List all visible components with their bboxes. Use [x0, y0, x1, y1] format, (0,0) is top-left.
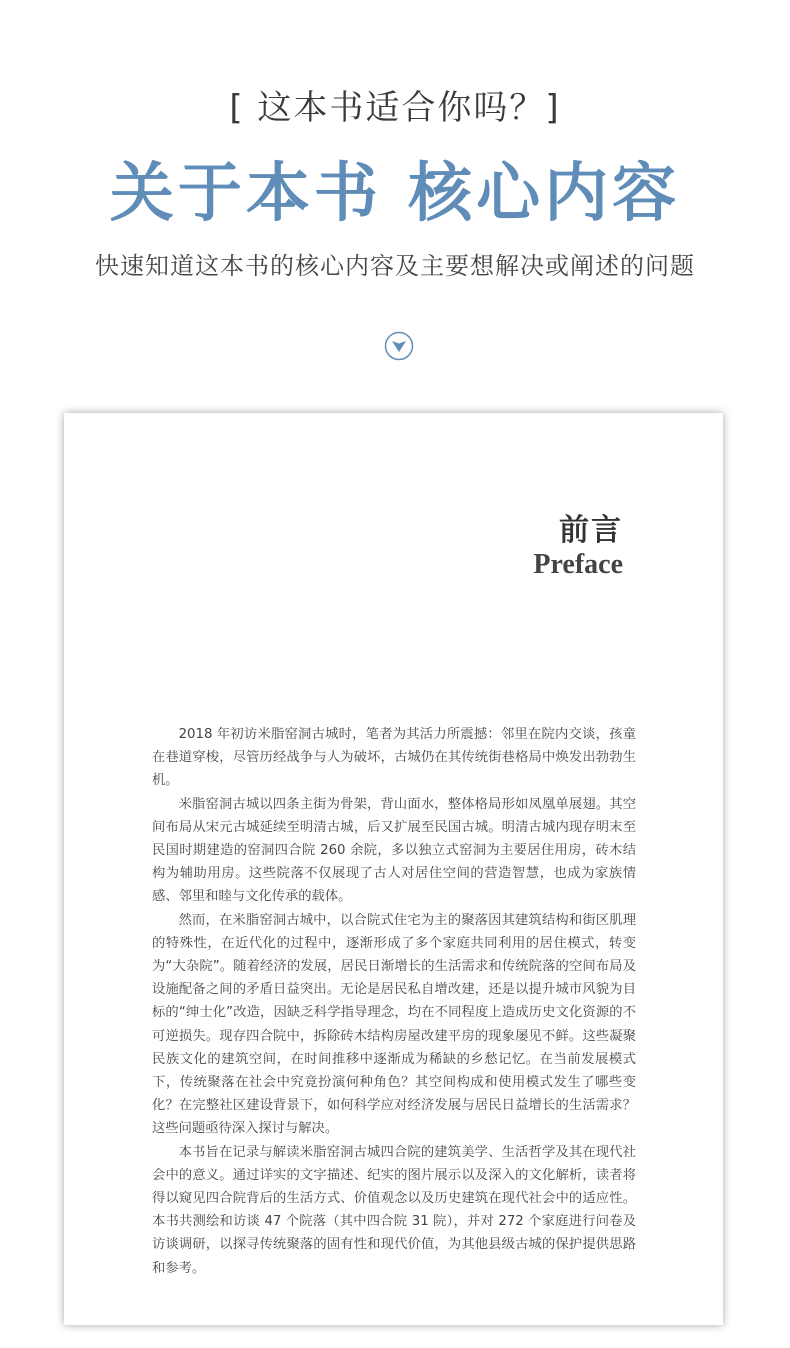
preface-paragraph: 本书旨在记录与解读米脂窑洞古城四合院的建筑美学、生活哲学及其在现代社会中的意义。通过详实的文字描述、纪实的图片展示以及深入的文化解析，读者将得以窥见四合院背后的生活方式、价值观念以及历史建筑在现代社会中的适应性。本书共测绘和访谈 47 个院落（其中四合院 31 院），并对 272 个家庭进行问卷及访谈调研，以探寻传统聚落的固有性和现代价值，为其他县级古城的保护提供思路和参考。: [152, 1144, 636, 1276]
preface-paragraph: 米脂窑洞古城以四条主街为骨架，背山面水，整体格局形如凤凰单展翅。其空间布局从宋元古城延续至明清古城，后又扩展至民国古城。明清古城内现存明末至民国时期建造的窑洞四合院 260 余院，多以独立式窑洞为主要居住用房，砖木结构为辅助用房。这些院落不仅展现了古人对居住空间的营造智慧，也成为家族情感、邻里和睦与文化传承的载体。: [152, 796, 636, 905]
preface-paragraph: 2018 年初访米脂窑洞古城时，笔者为其活力所震撼：邻里在院内交谈，孩童在巷道穿梭，尽管历经战争与人为破坏，古城仍在其传统街巷格局中焕发出勃勃生机。: [152, 727, 636, 789]
preface-paragraph: 然而，在米脂窑洞古城中，以合院式住宅为主的聚落因其建筑结构和街区肌理的特殊性，在近代化的过程中，逐渐形成了多个家庭共同利用的居住模式，转变为“大杂院”。随着经济的发展，居民日渐增长的生活需求和传统院落的空间布局及设施配备之间的矛盾日益突出。无论是居民私自增改建，还是以提升城市风貌为目标的“绅士化”改造，因缺乏科学指导理念，均在不同程度上造成历史文化资源的不可逆损失。现存四合院中，拆除砖木结构房屋改建平房的现象屡见不鲜。这些凝聚民族文化的建筑空间，在时间推移中逐渐成为稀缺的乡愁记忆。在当前发展模式下，传统聚落在社会中究竟扮演何种角色？其空间构成和使用模式发生了哪些变化？在完整社区建设背景下，如何科学应对经济发展与居民日益增长的生活需求？这些问题亟待深入探讨与解决。: [152, 912, 636, 1137]
preface-body: [152, 723, 636, 1280]
page-headline: 关于本书 核心内容: [109, 156, 681, 231]
page-subtitle: 快速知道这本书的核心内容及主要想解决或阐述的问题: [95, 252, 695, 280]
preface-title-cn: 前言: [559, 513, 623, 548]
book-page: [64, 413, 723, 1325]
preface-title-en: Preface: [533, 549, 623, 580]
chevron-down-circle-icon: [384, 331, 414, 361]
section-kicker: [ 这本书适合你吗？]: [229, 88, 561, 128]
